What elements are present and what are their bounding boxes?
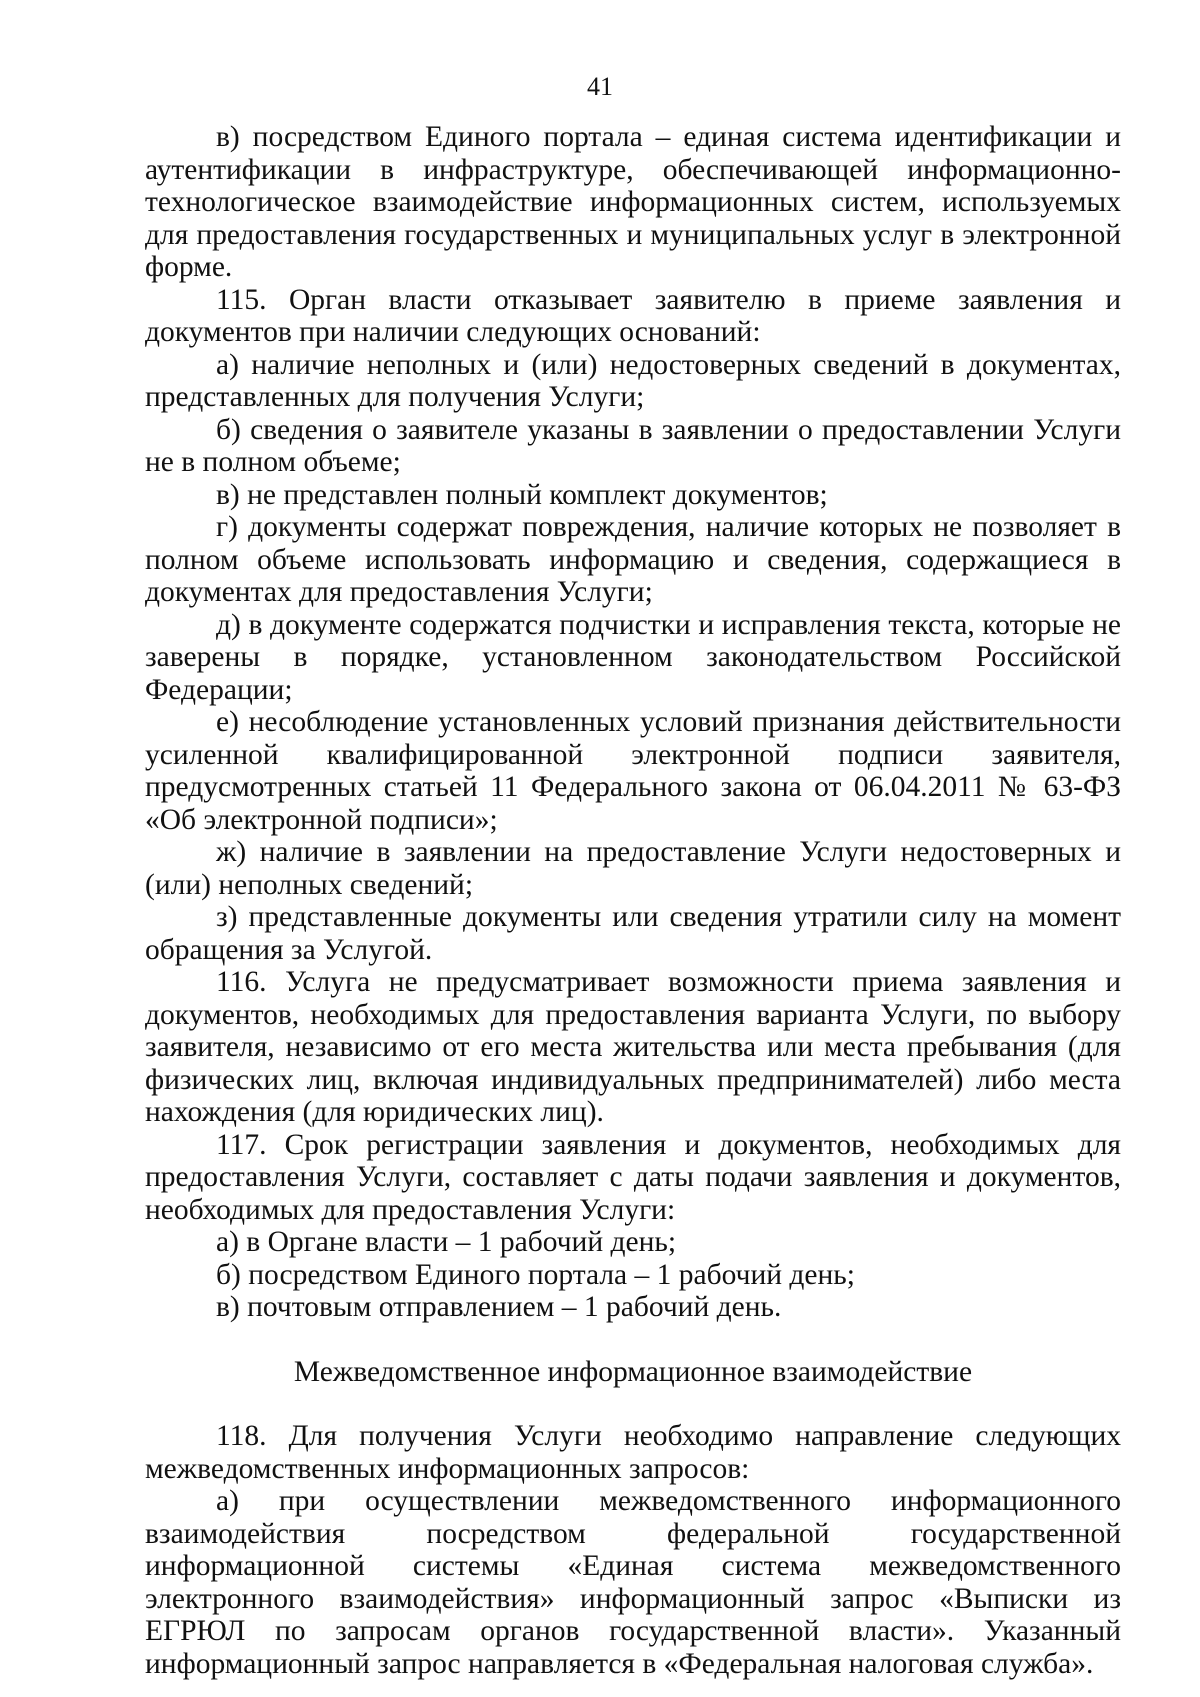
paragraph: а) в Органе власти – 1 рабочий день; xyxy=(216,1226,677,1258)
paragraph: 117. Срок регистрации заявления и документов, необходимых для предоставления Услуги, составляет с даты подачи заявления и документов, необходимых для предоставления Услуги: xyxy=(145,1128,1121,1226)
section-heading: Межведомственное информационное взаимодействие xyxy=(293,1355,973,1388)
page-number: 41 xyxy=(587,72,613,101)
paragraph: 118. Для получения Услуги необходимо направление следующих межведомственных информационных запросов: xyxy=(145,1420,1121,1485)
paragraph: в) почтовым отправлением – 1 рабочий день. xyxy=(216,1291,782,1323)
paragraph: 115. Орган власти отказывает заявителю в приеме заявления и документов при наличии следующих оснований: xyxy=(145,283,1121,348)
paragraph: з) представленные документы или сведения утратили силу на момент обращения за Услугой. xyxy=(145,901,1121,966)
paragraph: в) не представлен полный комплект документов; xyxy=(216,478,828,511)
paragraph: б) сведения о заявителе указаны в заявлении о предоставлении Услуги не в полном объеме; xyxy=(145,413,1121,478)
paragraph: а) наличие неполных и (или) недостоверных сведений в документах, представленных для получения Услуги; xyxy=(145,348,1121,413)
paragraph: б) посредством Единого портала – 1 рабочий день; xyxy=(216,1258,855,1291)
paragraph: е) несоблюдение установленных условий признания действительности усиленной квалифицированной электронной подписи заявителя, предусмотренных статьей 11 Федерального закона от 06.04.2011 № 63-ФЗ «Об электронной подписи»; xyxy=(145,706,1121,836)
paragraph: д) в документе содержатся подчистки и исправления текста, которые не заверены в порядке, установленном законодательством Российской Федерации; xyxy=(145,608,1121,706)
paragraph: г) документы содержат повреждения, наличие которых не позволяет в полном объеме использовать информацию и сведения, содержащиеся в документах для предоставления Услуги; xyxy=(145,511,1121,608)
document-body xyxy=(145,121,1121,1680)
paragraph: а) при осуществлении межведомственного информационного взаимодействия посредством федеральной государственной информационной системы «Единая система межведомственного электронного взаимодействия» информационный запрос «Выписки из ЕГРЮЛ по запросам органов государственной власти». Указанный информационный запрос направляется в «Федеральная налоговая служба». xyxy=(145,1485,1121,1680)
paragraph: в) посредством Единого портала – единая система идентификации и аутентификации в инфраструктуре, обеспечивающей информационно-технологическое взаимодействие информационных систем, используемых для предоставления государственных и муниципальных услуг в электронной форме. xyxy=(145,121,1121,283)
paragraph: 116. Услуга не предусматривает возможности приема заявления и документов, необходимых для предоставления варианта Услуги, по выбору заявителя, независимо от его места жительства или места пребывания (для физических лиц, включая индивидуальных предпринимателей) либо места нахождения (для юридических лиц). xyxy=(145,966,1121,1128)
paragraph: ж) наличие в заявлении на предоставление Услуги недостоверных и (или) неполных сведений; xyxy=(145,836,1121,901)
